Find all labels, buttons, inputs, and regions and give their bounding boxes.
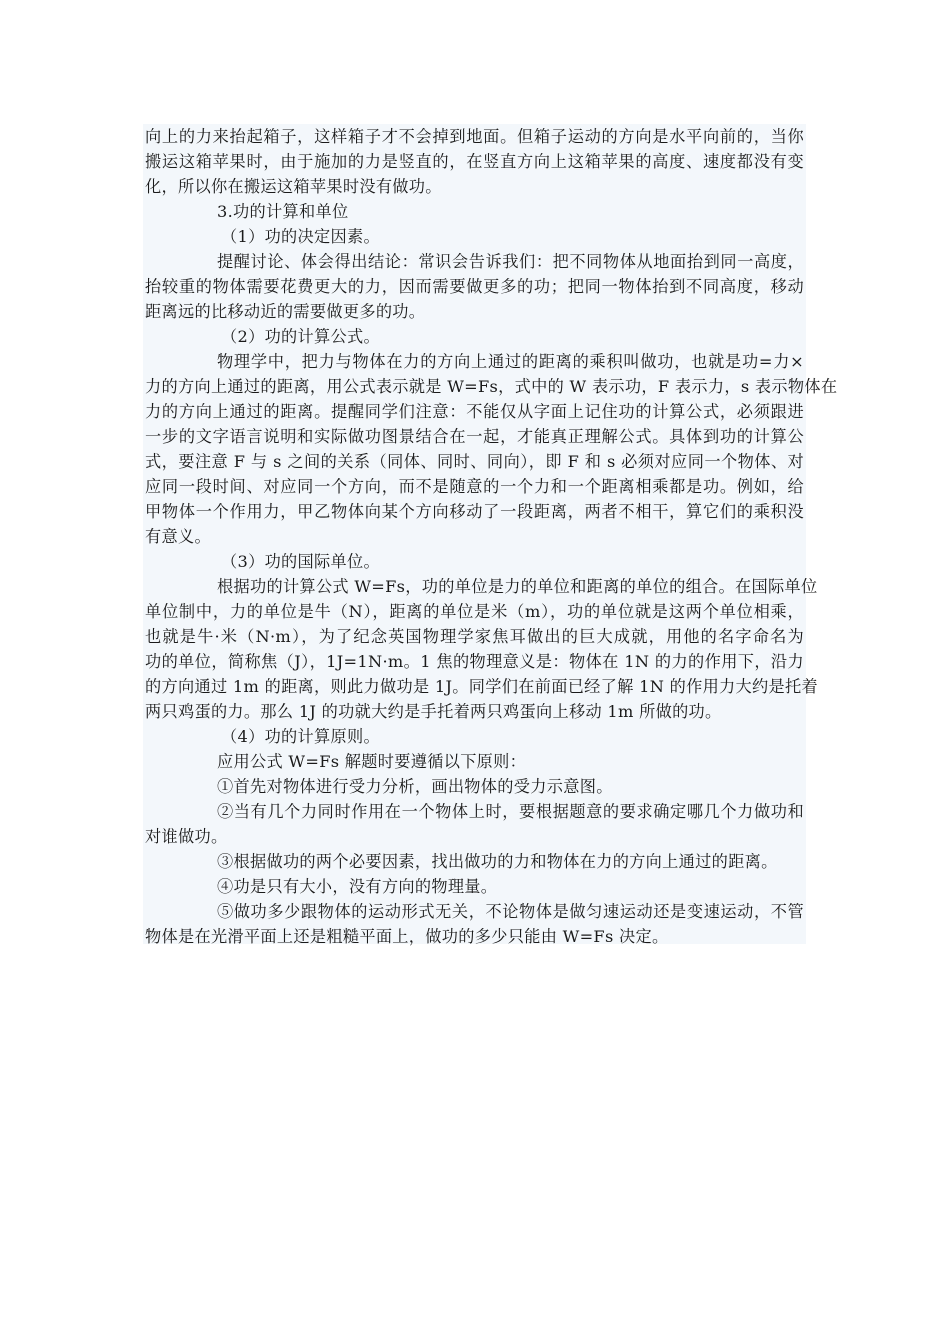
list-item: ②当有几个力同时作用在一个物体上时，要根据题意的要求确定哪几个力做功和 bbox=[217, 802, 804, 821]
text-line: 搬运这箱苹果时，由于施加的力是竖直的，在竖直方向上这箱苹果的高度、速度都没有变 bbox=[145, 152, 804, 171]
text-line: 也就是牛·米（N·m），为了纪念英国物理学家焦耳做出的巨大成就，用他的名字命名为 bbox=[145, 627, 804, 646]
text-line: 向上的力来抬起箱子，这样箱子才不会掉到地面。但箱子运动的方向是水平向前的，当你 bbox=[145, 127, 804, 146]
text-line: 单位制中，力的单位是牛（N），距离的单位是米（m），功的单位就是这两个单位相乘， bbox=[145, 602, 804, 621]
text-line: 提醒讨论、体会得出结论：常识会告诉我们：把不同物体从地面抬到同一高度， bbox=[217, 252, 804, 271]
subsection-heading: （2）功的计算公式。 bbox=[221, 327, 380, 346]
text-line: 根据功的计算公式 W=Fs，功的单位是力的单位和距离的单位的组合。在国际单位 bbox=[217, 577, 818, 596]
list-item: ④功是只有大小，没有方向的物理量。 bbox=[217, 877, 498, 896]
text-line: 抬较重的物体需要花费更大的力，因而需要做更多的功；把同一物体抬到不同高度，移动 bbox=[145, 277, 804, 296]
text-line: 物理学中，把力与物体在力的方向上通过的距离的乘积叫做功，也就是功=力× bbox=[217, 352, 804, 371]
text-line: 化，所以你在搬运这箱苹果时没有做功。 bbox=[145, 177, 442, 196]
list-item: ⑤做功多少跟物体的运动形式无关，不论物体是做匀速运动还是变速运动，不管 bbox=[217, 902, 804, 921]
text-line: 的方向通过 1m 的距离，则此力做功是 1J。同学们在前面已经了解 1N 的作用力大约是托着 bbox=[145, 677, 818, 696]
subsection-heading: （1）功的决定因素。 bbox=[221, 227, 380, 246]
article-body bbox=[143, 124, 838, 946]
text-line: 功的单位，简称焦（J），1J=1N·m。1 焦的物理意义是：物体在 1N 的力的作用下，沿力 bbox=[145, 652, 804, 671]
list-item: ③根据做功的两个必要因素，找出做功的力和物体在力的方向上通过的距离。 bbox=[217, 852, 778, 871]
text-line: 一步的文字语言说明和实际做功图景结合在一起，才能真正理解公式。具体到功的计算公 bbox=[145, 427, 804, 446]
text-line: 物体是在光滑平面上还是粗糙平面上，做功的多少只能由 W=Fs 决定。 bbox=[145, 927, 669, 946]
text-line: 对谁做功。 bbox=[145, 827, 228, 846]
text-line: 式，要注意 F 与 s 之间的关系（同体、同时、同向），即 F 和 s 必须对应同一个物体、对 bbox=[145, 452, 804, 471]
text-line: 应同一段时间、对应同一个方向，而不是随意的一个力和一个距离相乘都是功。例如，给 bbox=[145, 477, 804, 496]
text-line: 应用公式 W=Fs 解题时要遵循以下原则： bbox=[217, 752, 527, 771]
text-line: 两只鸡蛋的力。那么 1J 的功就大约是手托着两只鸡蛋向上移动 1m 所做的功。 bbox=[145, 702, 722, 721]
subsection-heading: （3）功的国际单位。 bbox=[221, 552, 380, 571]
text-line: 甲物体一个作用力，甲乙物体向某个方向移动了一段距离，两者不相干，算它们的乘积没 bbox=[145, 502, 804, 521]
subsection-heading: （4）功的计算原则。 bbox=[221, 727, 380, 746]
text-line: 距离远的比移动近的需要做更多的功。 bbox=[145, 302, 426, 321]
list-item: ①首先对物体进行受力分析，画出物体的受力示意图。 bbox=[217, 777, 613, 796]
text-line: 有意义。 bbox=[145, 527, 211, 546]
section-heading: 3.功的计算和单位 bbox=[217, 202, 349, 221]
text-line: 力的方向上通过的距离。提醒同学们注意：不能仅从字面上记住功的计算公式，必须跟进 bbox=[145, 402, 804, 421]
text-line: 力的方向上通过的距离，用公式表示就是 W=Fs，式中的 W 表示功，F 表示力，s 表示物体在 bbox=[145, 377, 838, 396]
